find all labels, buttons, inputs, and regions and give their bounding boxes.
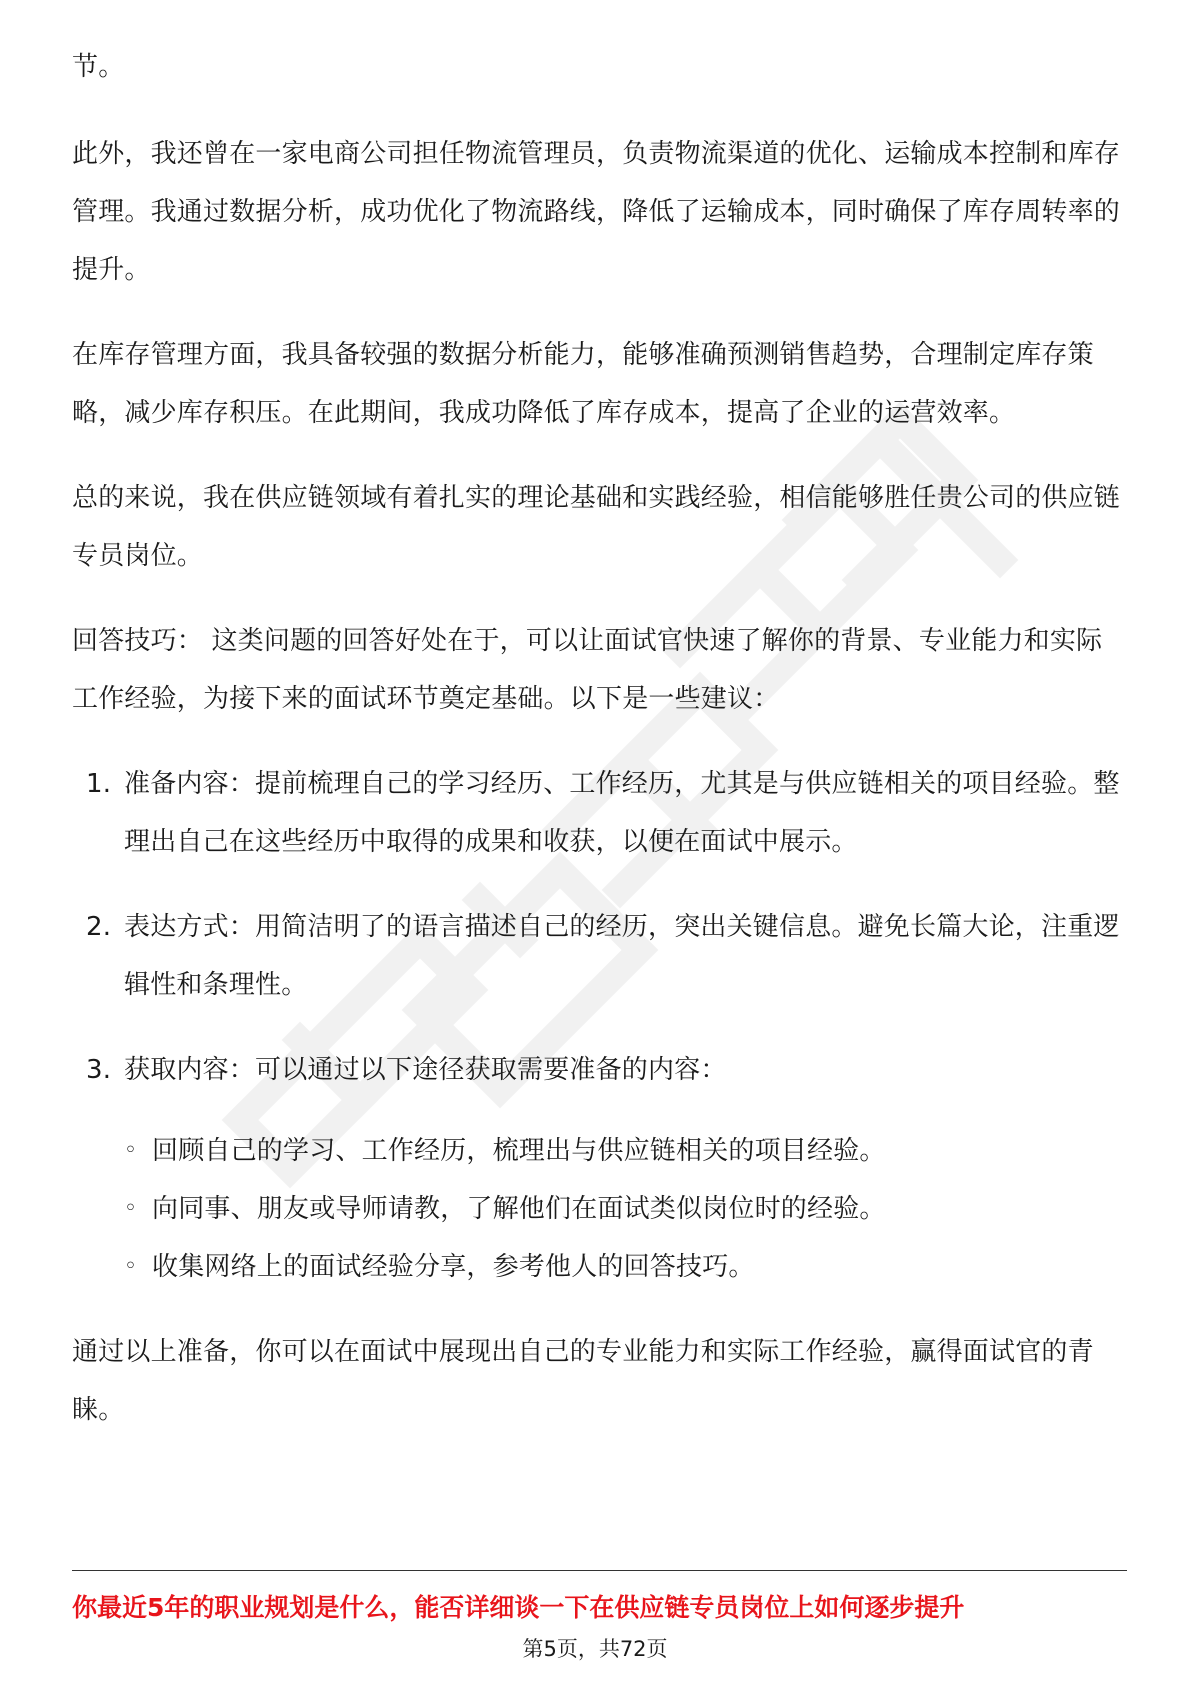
sub-list-item-text: 回顾自己的学习、工作经历，梳理出与供应链相关的项目经验。 <box>152 1136 886 1166</box>
footer-divider <box>72 1570 1127 1571</box>
document-body <box>72 38 1122 1466</box>
list-item <box>72 898 1122 1014</box>
sources-bullet-list <box>124 1122 1122 1296</box>
list-number: 1. <box>86 769 112 799</box>
list-number: 2. <box>86 912 112 942</box>
list-item <box>72 1041 1122 1296</box>
tips-numbered-list <box>72 755 1122 1296</box>
sub-list-item <box>124 1238 1122 1296</box>
list-number: 3. <box>86 1055 112 1085</box>
list-item <box>72 755 1122 871</box>
list-item-text: 准备内容：提前梳理自己的学习经历、工作经历，尤其是与供应链相关的项目经验。整理出自己在这些经历中取得的成果和收获，以便在面试中展示。 <box>124 769 1120 857</box>
sub-list-item <box>124 1180 1122 1238</box>
next-question-heading: 你最近5年的职业规划是什么，能否详细谈一下在供应链专员岗位上如何逐步提升 <box>72 1593 965 1622</box>
bullet-icon: ◦ <box>124 1196 138 1221</box>
sub-list-item <box>124 1122 1122 1180</box>
paragraph-summary: 总的来说，我在供应链领域有着扎实的理论基础和实践经验，相信能够胜任贵公司的供应链专员岗位。 <box>72 483 1121 571</box>
paragraph-inventory-management: 在库存管理方面，我具备较强的数据分析能力，能够准确预测销售趋势，合理制定库存策略，减少库存积压。在此期间，我成功降低了库存成本，提高了企业的运营效率。 <box>72 340 1094 428</box>
paragraph-answer-tips: 回答技巧： 这类问题的回答好处在于，可以让面试官快速了解你的背景、专业能力和实际工作经验，为接下来的面试环节奠定基础。以下是一些建议： <box>72 626 1103 714</box>
bullet-icon: ◦ <box>124 1138 138 1163</box>
paragraph-closing: 通过以上准备，你可以在面试中展现出自己的专业能力和实际工作经验，赢得面试官的青睐。 <box>72 1337 1094 1425</box>
list-item-text: 获取内容：可以通过以下途径获取需要准备的内容： <box>124 1055 727 1085</box>
list-item-text: 表达方式：用简洁明了的语言描述自己的经历，突出关键信息。避免长篇大论，注重逻辑性和条理性。 <box>124 912 1120 1000</box>
sub-list-item-text: 收集网络上的面试经验分享，参考他人的回答技巧。 <box>152 1252 755 1282</box>
paragraph-logistics-experience: 此外，我还曾在一家电商公司担任物流管理员，负责物流渠道的优化、运输成本控制和库存管理。我通过数据分析，成功优化了物流路线，降低了运输成本，同时确保了库存周转率的提升。 <box>72 139 1121 285</box>
bullet-icon: ◦ <box>124 1254 138 1279</box>
paragraph-continuation: 节。 <box>72 52 125 82</box>
page-number: 第5页，共72页 <box>522 1637 668 1661</box>
sub-list-item-text: 向同事、朋友或导师请教，了解他们在面试类似岗位时的经验。 <box>152 1194 886 1224</box>
